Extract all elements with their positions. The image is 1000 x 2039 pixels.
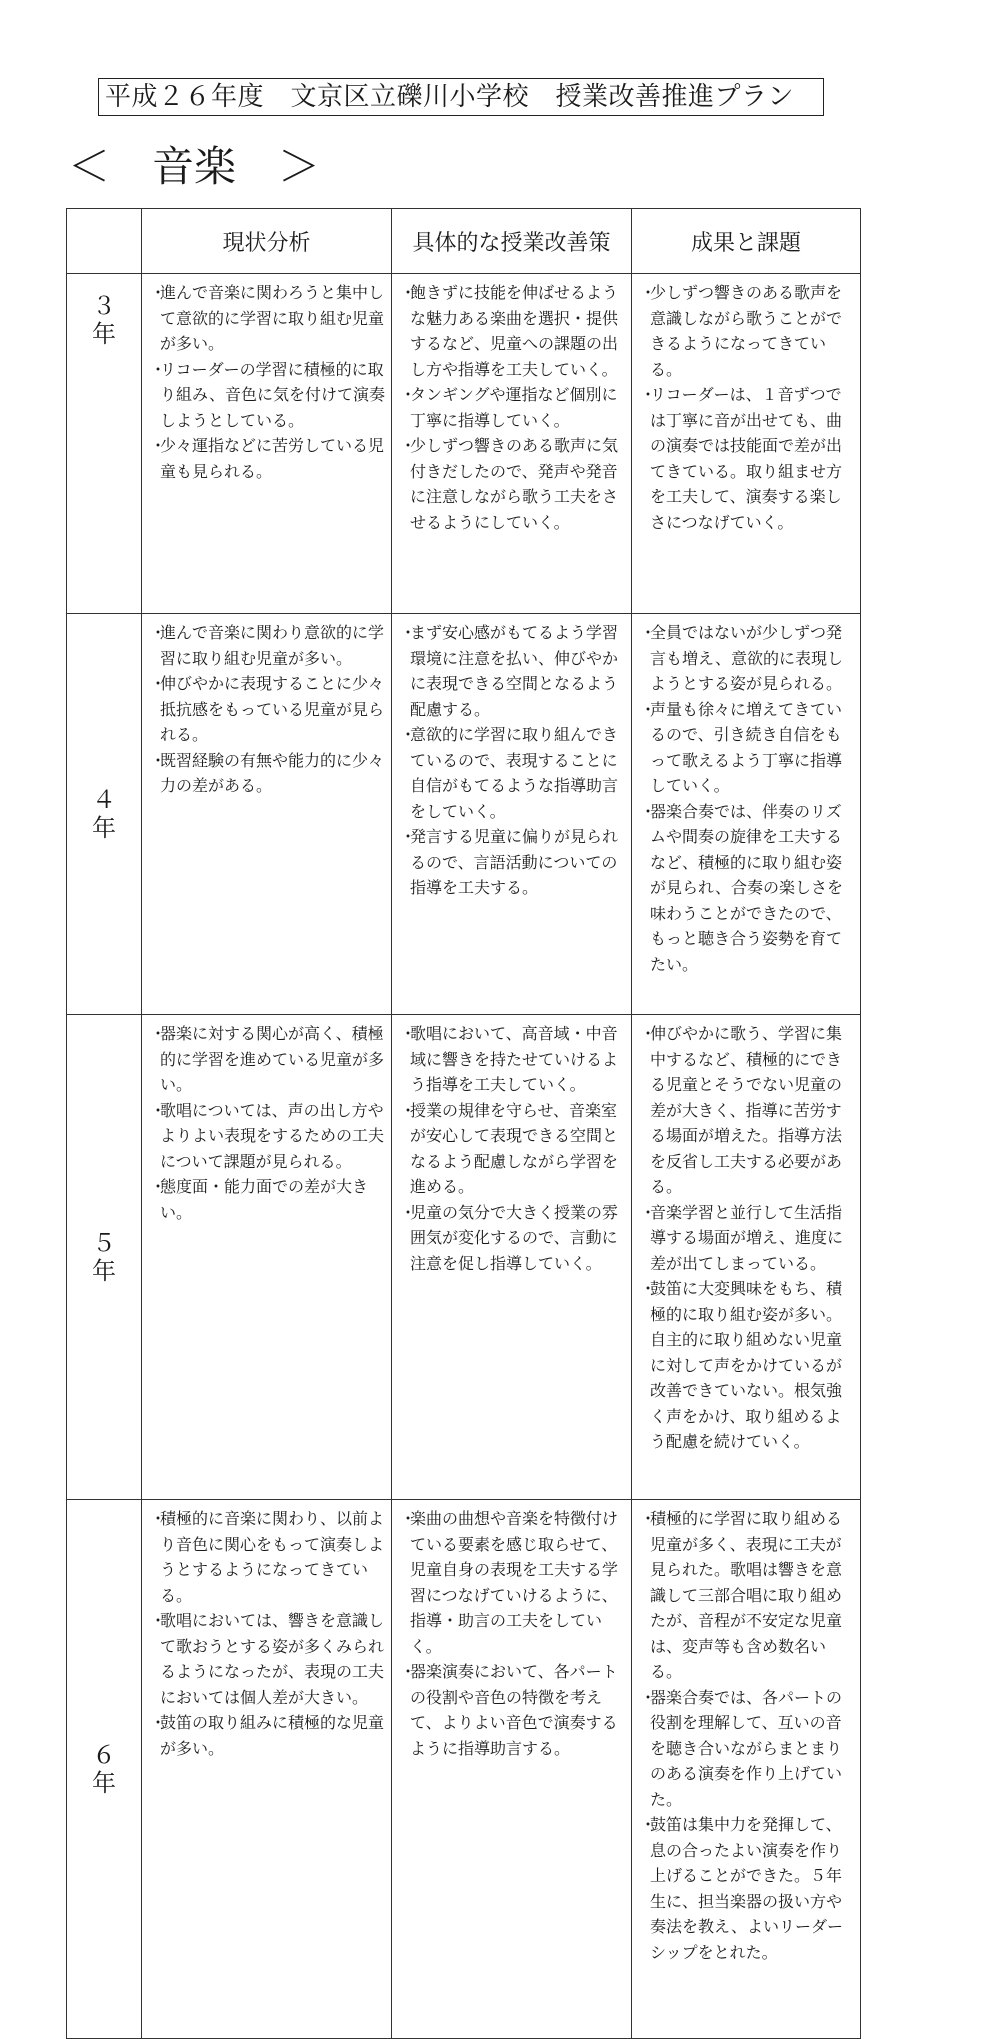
column-header-measures: 具体的な授業改善策 bbox=[392, 209, 632, 274]
bullet-item: ・ 器楽合奏では、各パートの役割を理解して、互いの音を聴き合いながらまとまりのある演奏を作り上げていた。 bbox=[640, 1685, 854, 1813]
grade-unit: 年 bbox=[92, 814, 116, 842]
table-header-row bbox=[67, 209, 861, 274]
measures-cell bbox=[392, 614, 632, 1015]
bullet-item: ・ 器楽演奏において、各パートの役割や音色の特徴を考えて、よりよい音色で演奏するように指導助言する。 bbox=[400, 1659, 625, 1761]
bullet-item: ・ 音楽学習と並行して生活指導する場面が増え、進度に差が出てしまっている。 bbox=[640, 1200, 854, 1277]
grade-number: ３ bbox=[92, 292, 116, 320]
bullet-item: ・ 器楽合奏では、伴奏のリズムや間奏の旋律を工夫するなど、積極的に取り組む姿が見られ、合奏の楽しさを味わうことができたので、もっと聴き合う姿勢を育てたい。 bbox=[640, 799, 854, 978]
bullet-list bbox=[400, 1506, 625, 1761]
analysis-cell bbox=[142, 1015, 392, 1500]
bullet-item: ・ タンギングや運指など個別に丁寧に指導していく。 bbox=[400, 382, 625, 433]
bullet-item: ・ 歌唱については、声の出し方やよりよい表現をするための工夫について課題が見られる。 bbox=[150, 1098, 385, 1175]
bullet-item: ・ 既習経験の有無や能力的に少々力の差がある。 bbox=[150, 748, 385, 799]
bullet-list bbox=[400, 280, 625, 535]
bullet-item: ・ リコーダーの学習に積極的に取り組み、音色に気を付けて演奏しようとしている。 bbox=[150, 357, 385, 434]
bullet-item: ・ 進んで音楽に関わろうと集中して意欲的に学習に取り組む児童が多い。 bbox=[150, 280, 385, 357]
grade-unit: 年 bbox=[92, 1257, 116, 1285]
bullet-list bbox=[640, 1506, 854, 1965]
analysis-cell bbox=[142, 614, 392, 1015]
bullet-item: ・ 進んで音楽に関わり意欲的に学習に取り組む児童が多い。 bbox=[150, 620, 385, 671]
bullet-item: ・ 鼓笛は集中力を発揮して、息の合ったよい演奏を作り上げることができた。５年生に、担当楽器の扱い方や奏法を教え、よいリーダーシップをとれた。 bbox=[640, 1812, 854, 1965]
bullet-list bbox=[640, 280, 854, 535]
measures-cell bbox=[392, 1500, 632, 2039]
analysis-cell bbox=[142, 1500, 392, 2039]
bullet-item: ・ 全員ではないが少しずつ発言も増え、意欲的に表現しようとする姿が見られる。 bbox=[640, 620, 854, 697]
bullet-item: ・ 歌唱において、高音域・中音域に響きを持たせていけるよう指導を工夫していく。 bbox=[400, 1021, 625, 1098]
column-header-results: 成果と課題 bbox=[632, 209, 861, 274]
grade-unit: 年 bbox=[92, 320, 116, 348]
bullet-list bbox=[150, 1021, 385, 1225]
grade-number: ５ bbox=[92, 1229, 116, 1257]
analysis-cell bbox=[142, 274, 392, 614]
bullet-item: ・ 声量も徐々に増えてきているので、引き続き自信をもって歌えるよう丁寧に指導していく。 bbox=[640, 697, 854, 799]
bullet-item: ・ 歌唱においては、響きを意識して歌おうとする姿が多くみられるようになったが、表現の工夫においては個人差が大きい。 bbox=[150, 1608, 385, 1710]
grade-cell bbox=[67, 614, 142, 1015]
results-cell bbox=[632, 1015, 861, 1500]
grade-header-cell bbox=[67, 209, 142, 274]
measures-cell bbox=[392, 1015, 632, 1500]
bullet-item: ・ 楽曲の曲想や音楽を特徴付けている要素を感じ取らせて、児童自身の表現を工夫する学習につなげていけるように、指導・助言の工夫をしていく。 bbox=[400, 1506, 625, 1659]
bullet-list bbox=[400, 620, 625, 901]
bullet-list bbox=[400, 1021, 625, 1276]
bullet-item: ・ 発言する児童に偏りが見られるので、言語活動についての指導を工夫する。 bbox=[400, 824, 625, 901]
bullet-item: ・ 積極的に学習に取り組める児童が多く、表現に工夫が見られた。歌唱は響きを意識して三部合唱に取り組めたが、音程が不安定な児童は、変声等も含め数名いる。 bbox=[640, 1506, 854, 1685]
bullet-item: ・ 少しずつ響きのある歌声に気付きだしたので、発声や発音に注意しながら歌う工夫をさせるようにしていく。 bbox=[400, 433, 625, 535]
bullet-item: ・ 伸びやかに表現することに少々抵抗感をもっている児童が見られる。 bbox=[150, 671, 385, 748]
grade-number: ６ bbox=[92, 1741, 116, 1769]
table-row bbox=[67, 274, 861, 614]
grade-cell bbox=[67, 274, 142, 614]
table-row bbox=[67, 1500, 861, 2039]
grade-number: ４ bbox=[92, 786, 116, 814]
measures-cell bbox=[392, 274, 632, 614]
bullet-item: ・ 授業の規律を守らせ、音楽室が安心して表現できる空間となるよう配慮しながら学習を進める。 bbox=[400, 1098, 625, 1200]
bullet-item: ・ 飽きずに技能を伸ばせるような魅力ある楽曲を選択・提供するなど、児童への課題の出し方や指導を工夫していく。 bbox=[400, 280, 625, 382]
bullet-item: ・ 態度面・能力面での差が大きい。 bbox=[150, 1174, 385, 1225]
grade-cell bbox=[67, 1500, 142, 2039]
table-row bbox=[67, 1015, 861, 1500]
results-cell bbox=[632, 274, 861, 614]
table-row bbox=[67, 614, 861, 1015]
bullet-list bbox=[150, 620, 385, 799]
bullet-item: ・ 少しずつ響きのある歌声を意識しながら歌うことができるようになってきている。 bbox=[640, 280, 854, 382]
bullet-item: ・ まず安心感がもてるよう学習環境に注意を払い、伸びやかに表現できる空間となるよう配慮する。 bbox=[400, 620, 625, 722]
bullet-item: ・ 鼓笛の取り組みに積極的な児童が多い。 bbox=[150, 1710, 385, 1761]
subject-heading: ＜ 音楽 ＞ bbox=[68, 142, 321, 191]
bullet-item: ・ 器楽に対する関心が高く、積極的に学習を進めている児童が多い。 bbox=[150, 1021, 385, 1098]
bullet-item: ・ 伸びやかに歌う、学習に集中するなど、積極的にできる児童とそうでない児童の差が大きく、指導に苦労する場面が増えた。指導方法を反省し工夫する必要がある。 bbox=[640, 1021, 854, 1200]
bullet-item: ・ リコーダーは、１音ずつでは丁寧に音が出せても、曲の演奏では技能面で差が出てきている。取り組ませ方を工夫して、演奏する楽しさにつなげていく。 bbox=[640, 382, 854, 535]
column-header-analysis: 現状分析 bbox=[142, 209, 392, 274]
bullet-list bbox=[150, 280, 385, 484]
results-cell bbox=[632, 1500, 861, 2039]
grade-cell bbox=[67, 1015, 142, 1500]
grade-unit: 年 bbox=[92, 1769, 116, 1797]
bullet-list bbox=[640, 620, 854, 977]
bullet-item: ・ 意欲的に学習に取り組んできているので、表現することに自信がもてるような指導助言をしていく。 bbox=[400, 722, 625, 824]
bullet-list bbox=[150, 1506, 385, 1761]
improvement-plan-table bbox=[66, 208, 861, 2039]
results-cell bbox=[632, 614, 861, 1015]
bullet-item: ・ 積極的に音楽に関わり、以前より音色に関心をもって演奏しようとするようになってきている。 bbox=[150, 1506, 385, 1608]
bullet-item: ・ 鼓笛に大変興味をもち、積極的に取り組む姿が多い。自主的に取り組めない児童に対して声をかけているが改善できていない。根気強く声をかけ、取り組めるよう配慮を続けていく。 bbox=[640, 1276, 854, 1455]
bullet-list bbox=[640, 1021, 854, 1455]
bullet-item: ・ 児童の気分で大きく授業の雰囲気が変化するので、言動に注意を促し指導していく。 bbox=[400, 1200, 625, 1277]
bullet-item: ・ 少々運指などに苦労している児童も見られる。 bbox=[150, 433, 385, 484]
document-title: 平成２６年度 文京区立礫川小学校 授業改善推進プラン bbox=[98, 78, 824, 116]
